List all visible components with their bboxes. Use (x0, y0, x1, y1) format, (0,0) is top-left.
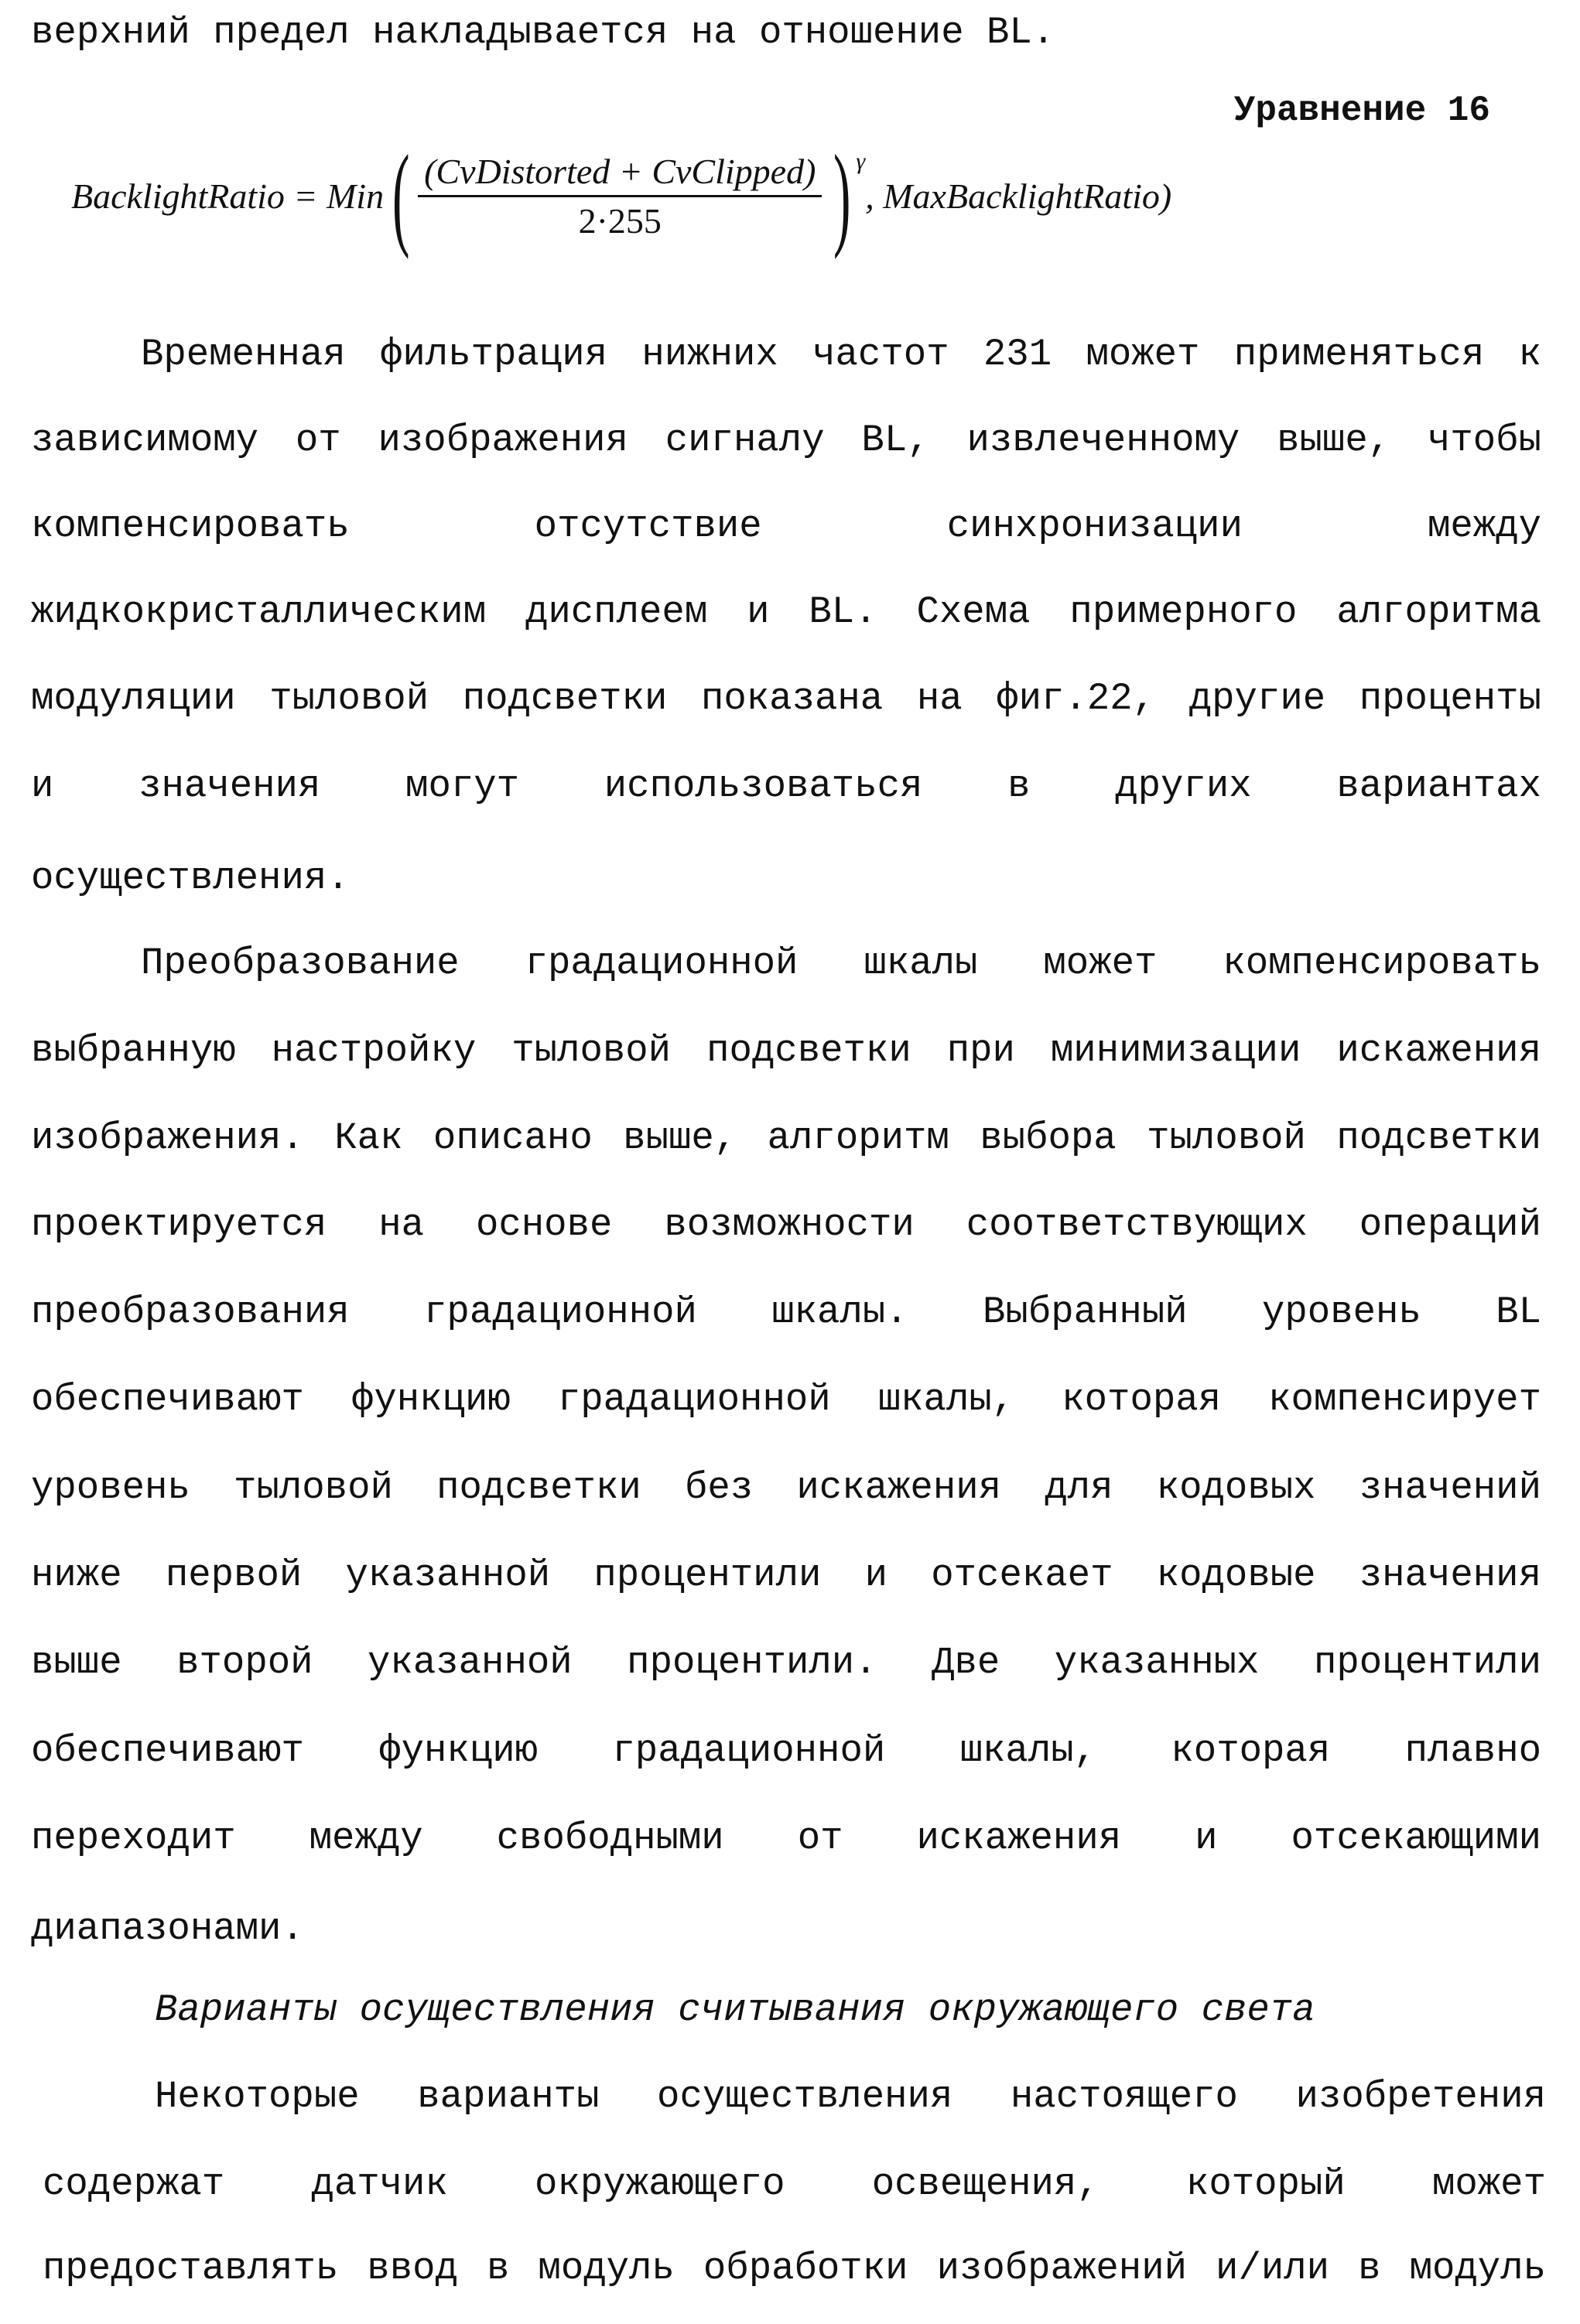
paragraph-line: Преобразование градационной шкалы может компенсировать (141, 940, 1541, 986)
paragraph-line: ниже первой указанной процентили и отсекает кодовые значения (31, 1552, 1541, 1598)
exponent: γ (856, 149, 865, 175)
paragraph-line: преобразования градационной шкалы. Выбранный уровень BL (31, 1289, 1541, 1335)
paragraph-line: Временная фильтрация нижних частот 231 может применяться к (141, 331, 1541, 378)
paragraph-line: выбранную настройку тыловой подсветки при минимизации искажения (31, 1027, 1541, 1074)
left-paren: ( (392, 145, 406, 246)
paragraph-line: зависимому от изображения сигналу BL, извлеченному выше, чтобы (31, 417, 1541, 463)
paragraph-line: жидкокристаллическим дисплеем и BL. Схема примерного алгоритма (31, 589, 1541, 635)
paragraph-line: компенсировать отсутствие синхронизации между (31, 503, 1541, 549)
paragraph-line: обеспечивают функцию градационной шкалы, которая плавно (31, 1728, 1541, 1774)
equation (71, 145, 1171, 246)
numerator: (CvDistorted + CvClipped) (418, 151, 822, 197)
section-heading: Варианты осуществления считывания окружающего света (155, 1987, 1580, 2033)
equation-tail: , MaxBacklightRatio) (865, 176, 1171, 217)
paragraph-line: обеспечивают функцию градационной шкалы, которая компенсирует (31, 1376, 1541, 1423)
paragraph-line: уровень тыловой подсветки без искажения для кодовых значений (31, 1464, 1541, 1511)
line-1: верхний предел накладывается на отношение BL. (31, 9, 1541, 56)
paragraph-line: Некоторые варианты осуществления настоящего изобретения (155, 2073, 1546, 2120)
paragraph-line: осуществления. (31, 855, 1541, 901)
paragraph-line: и значения могут использоваться в других вариантах (31, 763, 1541, 809)
paragraph-line: выше второй указанной процентили. Две указанных процентили (31, 1639, 1541, 1686)
right-paren: ) (833, 145, 847, 246)
paragraph-line: проектируется на основе возможности соответствующих операций (31, 1201, 1541, 1248)
paragraph-line: переходит между свободными от искажения и отсекающими (31, 1815, 1541, 1861)
paragraph-line: содержат датчик окружающего освещения, который может (43, 2161, 1546, 2207)
paragraph-line: предоставлять ввод в модуль обработки изображений и/или в модуль (43, 2245, 1546, 2292)
fraction (418, 151, 822, 241)
paragraph-line: изображения. Как описано выше, алгоритм выбора тыловой подсветки (31, 1115, 1541, 1161)
paragraph-line: диапазонами. (31, 1905, 1541, 1952)
denominator: 2·255 (579, 197, 662, 241)
equation-label: Уравнение 16 (1234, 87, 1490, 134)
equation-lhs: BacklightRatio = Min (71, 176, 384, 217)
paragraph-line: модуляции тыловой подсветки показана на фиг.22, другие проценты (31, 675, 1541, 722)
